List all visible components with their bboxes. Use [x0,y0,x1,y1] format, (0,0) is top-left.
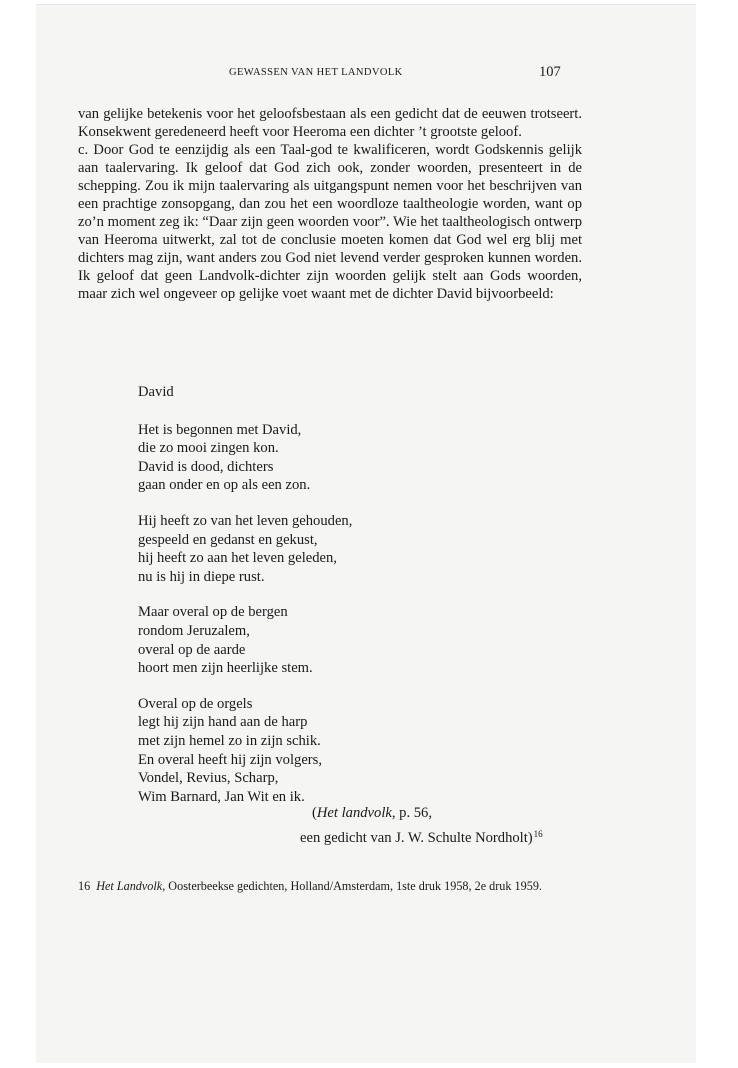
poem-stanza [138,695,352,807]
poem-title: David [138,384,174,400]
poem [138,383,352,823]
poem-line: die zo mooi zingen kon. [138,440,279,457]
source-work-title: Het landvolk [316,805,392,821]
poem-stanza [138,421,352,495]
footnote-reference[interactable]: 16 [533,829,543,839]
source-line-2 [300,824,543,849]
source-page-ref: , p. 56, [391,805,432,821]
source-line-1 [300,803,543,824]
poem-line: gespeeld en gedanst en gekust, [138,531,318,548]
paragraph-continuation: van gelijke betekenis voor het geloofsbestaan als een gedicht dat de eeuwen trotseert. Konsekwent geredeneerd heeft voor Heeroma een dichter ’t grootste geloof. [78,106,582,140]
page-number: 107 [539,64,561,80]
poem-line: legt hij zijn hand aan de harp [138,714,308,731]
paragraph-c: c. Door God te eenzijdig als een Taal-god te kwalificeren, wordt Godskennis gelijk aan taalervaring. Ik geloof dat God zich ook, zonder woorden, presenteert in de schepping. Zou ik mijn taalervaring als uitgangspunt nemen voor het beschrijven van een prachtige zonsopgang, dan zou het een woordloze taaltheologie worden, want op zo’n moment zeg ik: “Daar zijn geen woorden voor”. Wie het taaltheologisch ontwerp van Heeroma uitwerkt, zal tot de conclusie moeten komen dat God wel erg blij met dichters mag zijn, want anders zou God niet levend verder gesproken kunnen worden. Ik geloof dat geen Landvolk-dichter zijn woorden gelijk stelt aan Gods woorden, maar zich wel ongeveer op gelijke voet waant met de dichter David bijvoorbeeld: [78,142,582,302]
poem-stanza [138,603,352,677]
body-text [78,105,582,303]
poem-line: Het is begonnen met David, [138,421,302,438]
poem-line: overal op de aarde [138,641,246,658]
poem-line: hij heeft zo aan het leven geleden, [138,550,337,567]
footnote [78,878,582,894]
source-author: een gedicht van J. W. Schulte Nordholt) [300,830,533,846]
poem-line: Vondel, Revius, Scharp, [138,770,279,787]
poem-line: rondom Jeruzalem, [138,622,250,639]
poem-line: Overal op de orgels [138,695,253,712]
poem-line: hoort men zijn heerlijke stem. [138,660,313,677]
poem-line: Wim Barnard, Jan Wit en ik. [138,788,305,805]
poem-source [300,803,543,849]
poem-line: met zijn hemel zo in zijn schik. [138,732,321,749]
open-paren: ( [312,805,317,821]
poem-line: nu is hij in diepe rust. [138,568,265,585]
footnote-title: Het Landvolk, [96,879,166,893]
poem-line: En overal heeft hij zijn volgers, [138,751,322,768]
running-title: GEWASSEN VAN HET LANDVOLK [229,67,403,78]
poem-stanza [138,512,352,586]
poem-line: Maar overal op de bergen [138,604,288,621]
poem-line: Hij heeft zo van het leven gehouden, [138,512,353,529]
poem-line: gaan onder en op als een zon. [138,477,311,494]
poem-line: David is dood, dichters [138,458,274,475]
footnote-text: Oosterbeekse gedichten, Holland/Amsterdam, 1ste druk 1958, 2e druk 1959. [165,879,542,893]
footnote-number: 16 [78,879,91,893]
